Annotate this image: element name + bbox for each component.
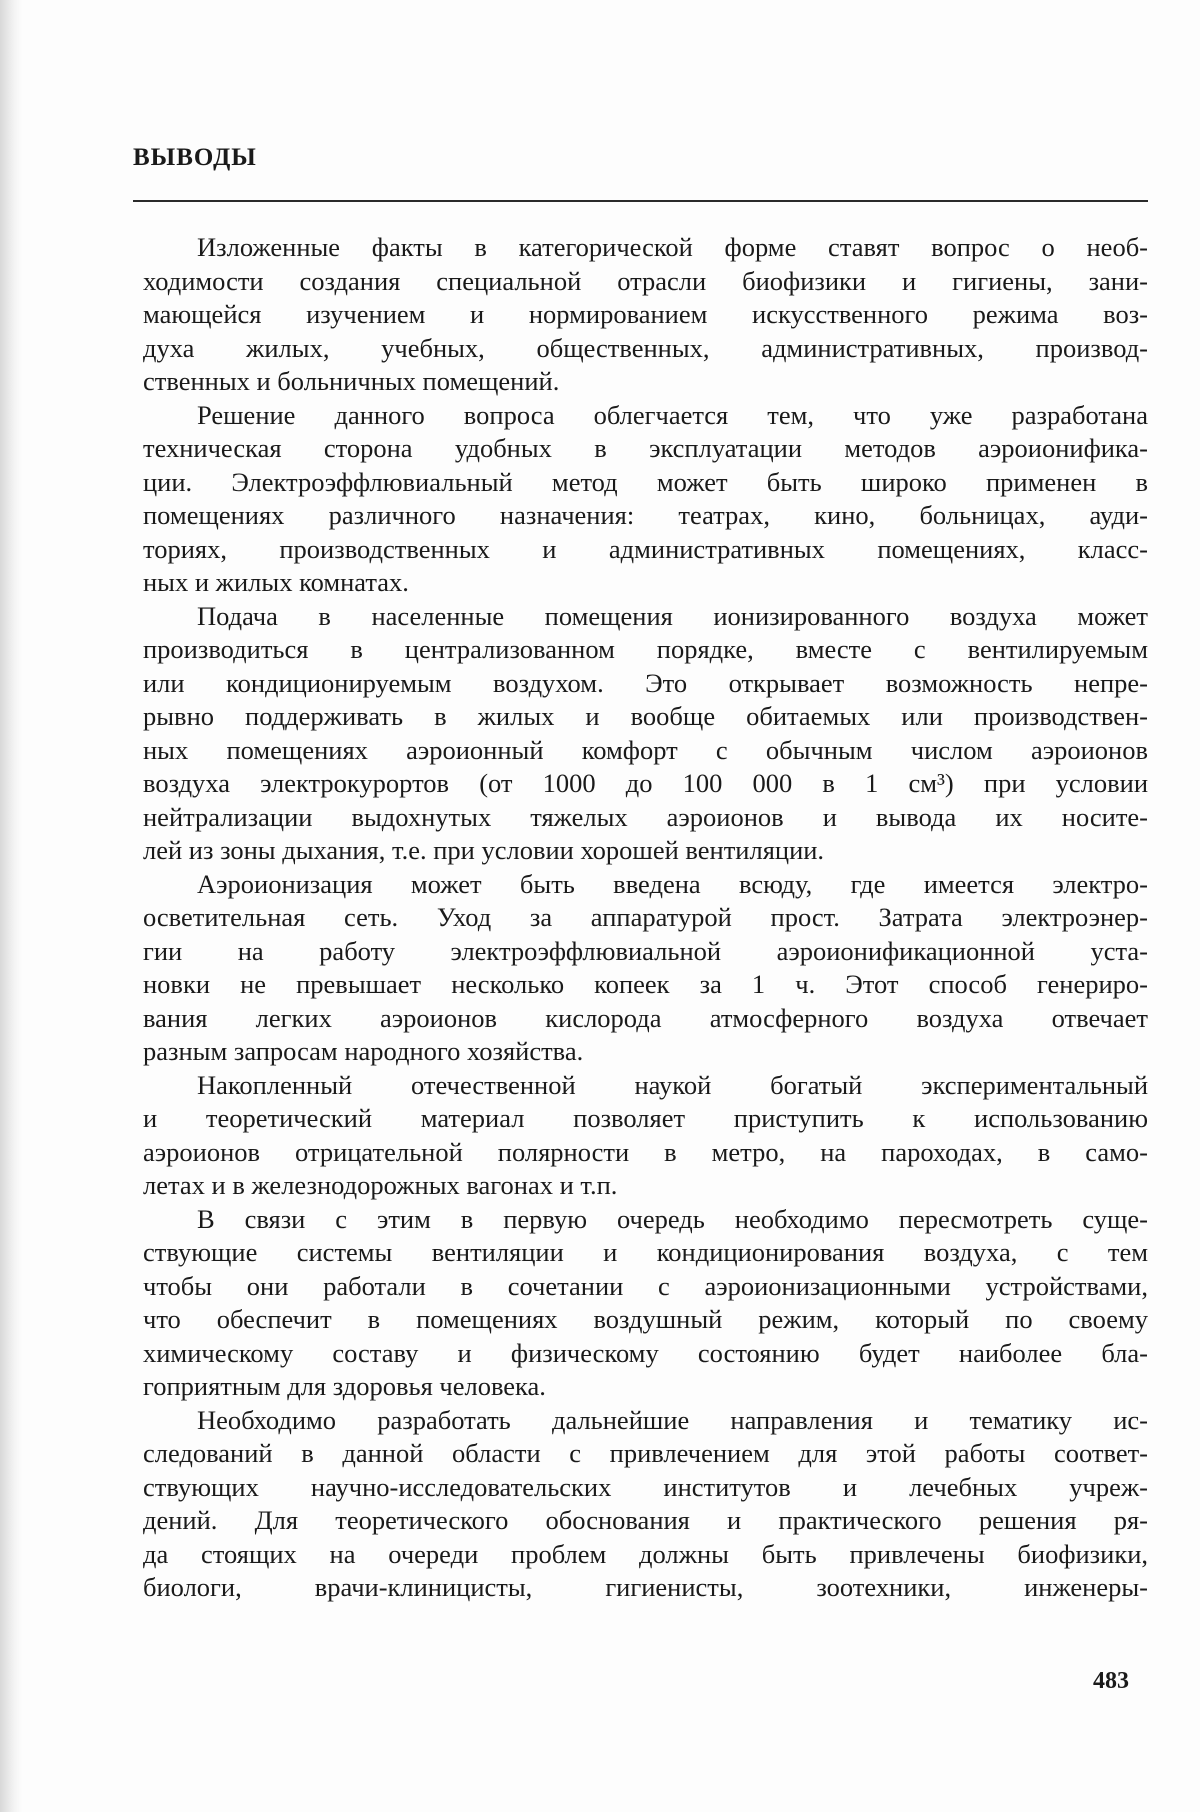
text-line: рывно поддерживать в жилых и вообще обитаемых или производствен- bbox=[143, 701, 1148, 731]
heading-rule bbox=[133, 200, 1148, 202]
text-line: что обеспечит в помещениях воздушный режим, который по своему bbox=[143, 1304, 1148, 1334]
text-line: ториях, производственных и административных помещениях, класс- bbox=[143, 533, 1148, 564]
text-line: химическому составу и физическому состоянию будет наиболее бла- bbox=[143, 1337, 1148, 1368]
text-line: ных помещениях аэроионный комфорт с обычным числом аэроионов bbox=[143, 734, 1148, 765]
text-line: аэроионов отрицательной полярности в метро, на пароходах, в само- bbox=[143, 1136, 1148, 1167]
text-line: чтобы они работали в сочетании с аэроионизационными устройствами, bbox=[143, 1270, 1148, 1301]
text-line: биологи, врачи-клиницисты, гигиенисты, зоотехники, инженеры- bbox=[143, 1572, 1148, 1602]
text-line: Подача в населенные помещения ионизированного воздуха может bbox=[197, 600, 1148, 631]
text-line: ции. Электроэффлювиальный метод может быть широко применен в bbox=[143, 466, 1148, 497]
text-line: да стоящих на очереди проблем должны быть привлечены биофизики, bbox=[143, 1538, 1148, 1569]
text-line: и теоретический материал позволяет приступить к использованию bbox=[143, 1103, 1148, 1133]
text-line: В связи с этим в первую очередь необходимо пересмотреть суще- bbox=[197, 1203, 1148, 1234]
text-line: Аэроионизация может быть введена всюду, где имеется электро- bbox=[197, 868, 1148, 899]
text-line: осветительная сеть. Уход за аппаратурой прост. Затрата электроэнер- bbox=[143, 902, 1148, 932]
paragraph bbox=[143, 868, 1148, 1069]
text-line: ствующие системы вентиляции и кондиционирования воздуха, с тем bbox=[143, 1237, 1148, 1267]
text-line: помещениях различного назначения: театрах, кино, больницах, ауди- bbox=[143, 500, 1148, 530]
text-line: нейтрализации выдохнутых тяжелых аэроионов и вывода их носите- bbox=[143, 801, 1148, 832]
text-line: летах и в железнодорожных вагонах и т.п. bbox=[143, 1170, 618, 1200]
text-line: гоприятным для здоровья человека. bbox=[143, 1371, 546, 1401]
paragraph bbox=[143, 1069, 1148, 1203]
text-line: лей из зоны дыхания, т.е. при условии хорошей вентиляции. bbox=[143, 835, 825, 865]
paragraph bbox=[143, 231, 1148, 399]
paragraph bbox=[143, 600, 1148, 868]
text-line: вания легких аэроионов кислорода атмосферного воздуха отвечает bbox=[143, 1002, 1148, 1033]
text-line: гии на работу электроэффлювиальной аэроионификационной уста- bbox=[143, 935, 1148, 966]
text-line: духа жилых, учебных, общественных, административных, производ- bbox=[143, 332, 1148, 363]
text-line: воздуха электрокурортов (от 1000 до 100 000 в 1 см³) при условии bbox=[143, 768, 1148, 798]
text-line: дений. Для теоретического обоснования и практического решения ря- bbox=[143, 1505, 1148, 1535]
paragraph bbox=[143, 1404, 1148, 1605]
body-text bbox=[143, 231, 1148, 1605]
text-line: мающейся изучением и нормированием искусственного режима воз- bbox=[143, 299, 1148, 329]
paragraph bbox=[143, 399, 1148, 600]
text-line: следований в данной области с привлечением для этой работы соответ- bbox=[143, 1438, 1148, 1468]
text-line: Необходимо разработать дальнейшие направления и тематику ис- bbox=[197, 1404, 1148, 1435]
text-line: Решение данного вопроса облегчается тем, что уже разработана bbox=[197, 399, 1148, 430]
text-line: разным запросам народного хозяйства. bbox=[143, 1036, 584, 1066]
text-line: Накопленный отечественной наукой богатый экспериментальный bbox=[197, 1069, 1148, 1100]
text-line: ходимости создания специальной отрасли биофизики и гигиены, зани- bbox=[143, 265, 1148, 296]
scan-edge-shadow bbox=[0, 0, 22, 1812]
text-line: ствующих научно-исследовательских институтов и лечебных учреж- bbox=[143, 1471, 1148, 1502]
text-line: техническая сторона удобных в эксплуатации методов аэроионифика- bbox=[143, 433, 1148, 463]
text-line: ственных и больничных помещений. bbox=[143, 366, 560, 396]
section-heading: ВЫВОДЫ bbox=[133, 144, 257, 171]
text-line: ных и жилых комнатах. bbox=[143, 567, 409, 597]
paragraph bbox=[143, 1203, 1148, 1404]
text-line: Изложенные факты в категорической форме ставят вопрос о необ- bbox=[197, 232, 1148, 262]
text-line: новки не превышает несколько копеек за 1 ч. Этот способ генериро- bbox=[143, 969, 1148, 999]
text-line: или кондиционируемым воздухом. Это открывает возможность непре- bbox=[143, 667, 1148, 698]
page-number: 483 bbox=[1093, 1668, 1129, 1694]
text-line: производиться в централизованном порядке, вместе с вентилируемым bbox=[143, 634, 1148, 664]
